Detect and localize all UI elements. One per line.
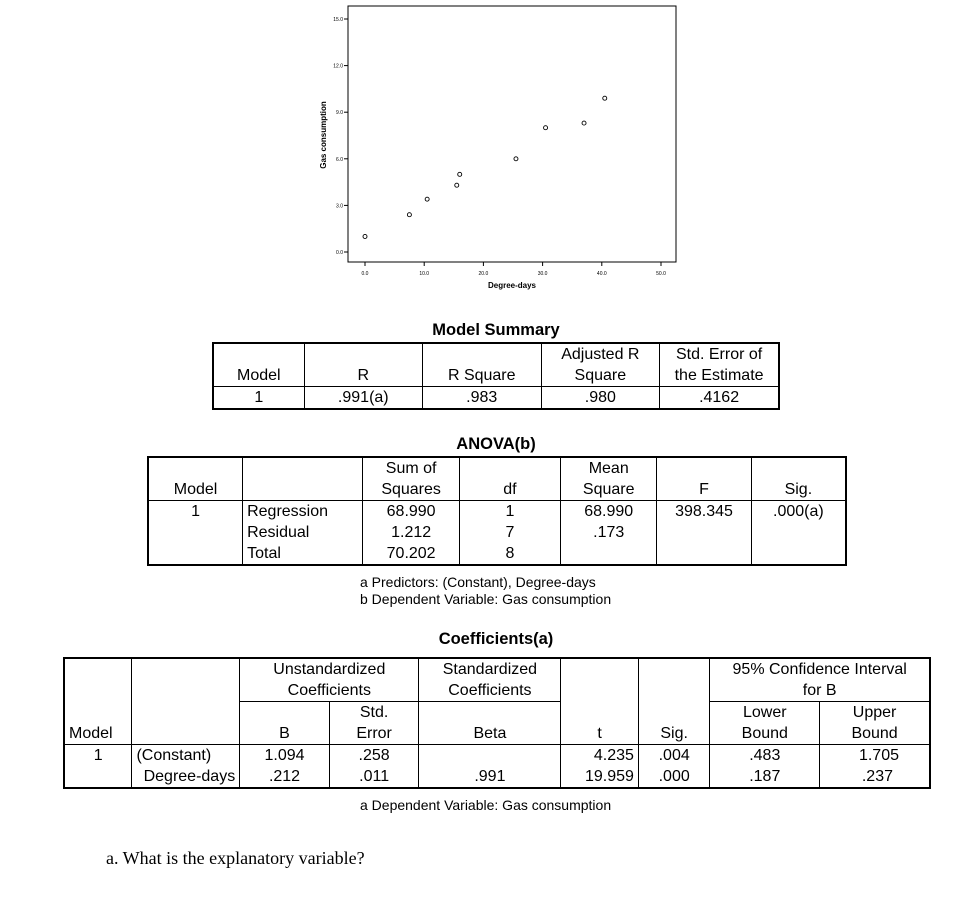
data-point (603, 96, 607, 100)
data-point (407, 213, 411, 217)
y-tick-label: 6.0 (336, 156, 343, 163)
header-unstandardized: Unstandardized Coefficients (240, 658, 419, 702)
header-adjusted-r-square: Adjusted R (541, 343, 660, 365)
coefficients-table: Unstandardized Coefficients Standardized Coefficients 95% Confidence Interval for B Model B Std. Error Beta t Sig. Lower Bound Upper Bound 1 (Constant) 1.094 .258 4.235 .004 .483 1.705 Degree-days .212 .011 .991 19.959 .000 .187 .237 (63, 657, 931, 789)
table-row: Total 70.202 8 (148, 543, 846, 565)
y-axis-label: Gas consumption (319, 101, 328, 169)
x-tick-label: 50.0 (656, 271, 666, 277)
table-row: 1 Regression 68.990 1 68.990 398.345 .000(a) (148, 501, 846, 523)
plot-frame (348, 6, 676, 262)
data-points (363, 96, 607, 238)
data-point (582, 121, 586, 125)
anova-footnote-a: a Predictors: (Constant), Degree-days (360, 574, 596, 590)
anova-table: Sum of Mean Model Squares df Square F Sig. 1 Regression 68.990 1 68.990 398.345 .000(a) Residual 1.212 7 .173 Total 70.202 8 (147, 456, 847, 566)
y-tick-label: 9.0 (336, 110, 343, 117)
x-tick-label: 40.0 (596, 271, 607, 277)
header-model (213, 343, 304, 365)
table-row: 1 .991(a) .983 .980 .4162 (213, 387, 779, 410)
x-tick-label: 10.0 (419, 271, 430, 277)
header-std-error: Std. Error of (660, 343, 779, 365)
model-summary-title: Model Summary (432, 321, 560, 339)
x-tick-label: 30.0 (537, 271, 548, 277)
coefficients-footnote: a Dependent Variable: Gas consumption (360, 797, 612, 813)
data-point (458, 172, 462, 176)
header-standardized: Standardized Coefficients (419, 658, 561, 702)
table-header-row: Sum of Mean (148, 457, 846, 479)
coefficients-title: Coefficients(a) (438, 630, 554, 648)
x-tick-label: 0.0 (361, 271, 369, 277)
y-tick-label: 0.0 (336, 250, 343, 256)
data-point (544, 126, 548, 130)
y-tick-label: 3.0 (336, 203, 343, 210)
x-axis (362, 262, 667, 277)
table-header-row (213, 343, 779, 365)
y-tick-label: 12.0 (333, 63, 343, 70)
header-r: R (304, 365, 422, 387)
data-point (514, 157, 518, 161)
header-model: Model (148, 479, 243, 501)
anova-footnote-b: b Dependent Variable: Gas consumption (360, 591, 612, 607)
data-point (363, 234, 367, 238)
x-tick-label: 20.0 (478, 271, 489, 277)
scatter-plot (300, 0, 690, 300)
table-row: Degree-days .212 .011 .991 19.959 .000 .187 .237 (64, 766, 930, 788)
x-axis-label: Degree-days (487, 281, 537, 290)
header-r-square: R Square (422, 365, 541, 387)
data-point (455, 183, 459, 187)
header-confidence-interval: 95% Confidence Interval for B (710, 658, 930, 702)
table-row: 1 (Constant) 1.094 .258 4.235 .004 .483 1.705 (64, 745, 930, 767)
y-axis (333, 17, 348, 256)
y-tick-label: 15.0 (333, 17, 343, 23)
anova-title: ANOVA(b) (456, 435, 536, 453)
model-summary-table: Adjusted R Std. Error of Model R R Square Square the Estimate 1 .991(a) .983 .980 .4162 (212, 342, 780, 410)
data-point (425, 197, 429, 201)
header-model: Model (64, 702, 132, 745)
question-text: a. What is the explanatory variable? (106, 848, 365, 868)
table-header-row (64, 658, 930, 702)
table-row: Residual 1.212 7 .173 (148, 522, 846, 543)
